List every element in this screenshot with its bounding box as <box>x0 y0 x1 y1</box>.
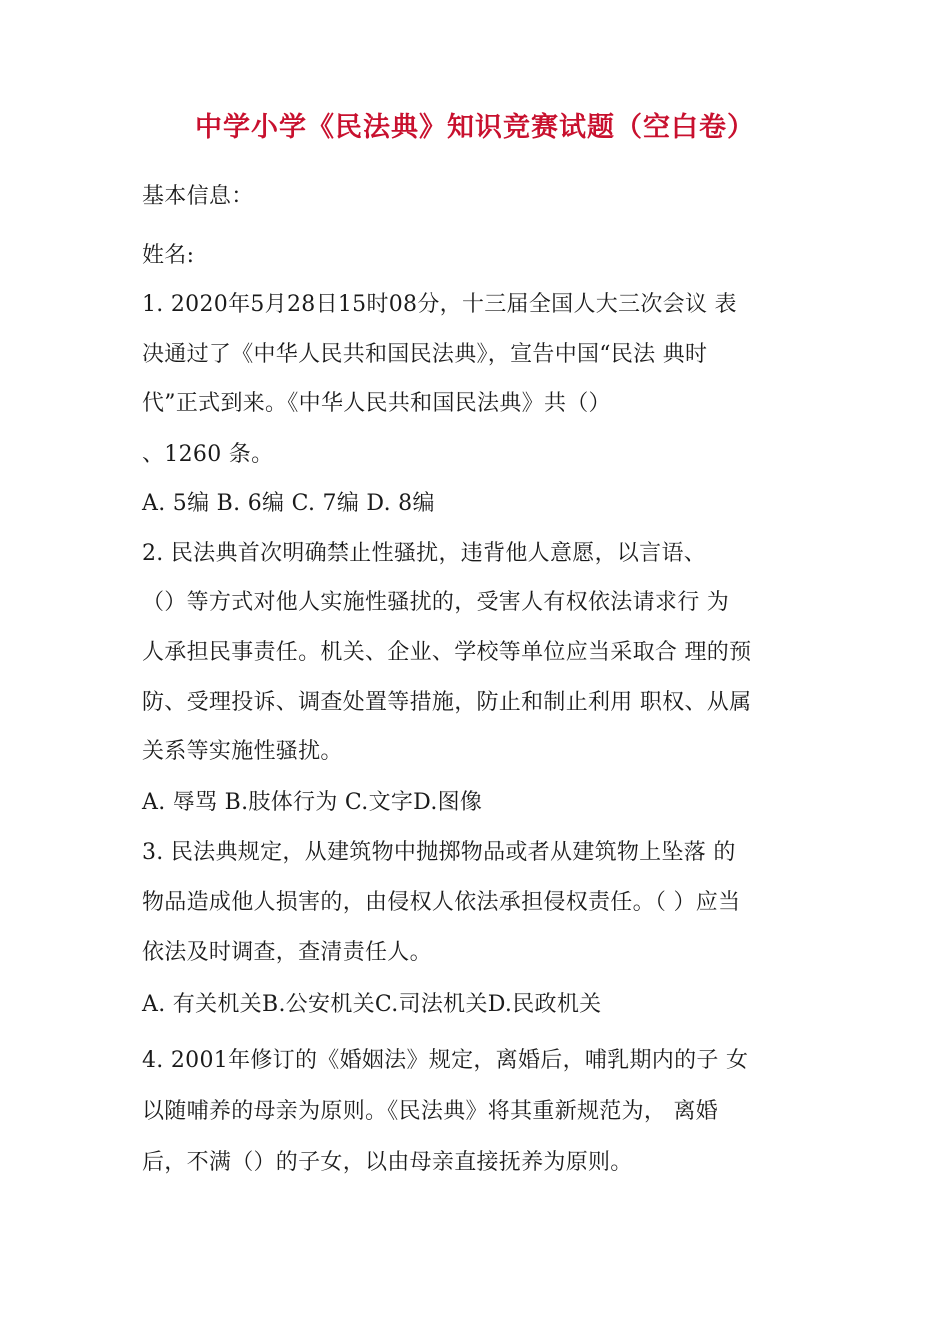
question-1-line-4: 、1260 条。 <box>142 442 274 467</box>
question-2-options: A. 辱骂 B.肢体行为 C.文字D.图像 <box>142 790 483 815</box>
question-3-line-3: 依法及时调查，查清责任人。 <box>142 940 432 965</box>
question-2-line-2: （）等方式对他人实施性骚扰的，受害人有权依法请求行 为 <box>142 590 730 615</box>
question-2-line-3: 人承担民事责任。机关、企业、学校等单位应当采取合 理的预 <box>142 640 752 665</box>
question-3-options: A. 有关机关B.公安机关C.司法机关D.民政机关 <box>142 992 602 1017</box>
question-1-line-2: 决通过了《中华人民共和国民法典》，宣告中国“民法 典时 <box>142 342 708 367</box>
question-4-line-1: 4. 2001年修订的《婚姻法》规定，离婚后，哺乳期内的子 女 <box>142 1048 749 1073</box>
question-3-line-2: 物品造成他人损害的，由侵权人依法承担侵权责任。（ ）应当 <box>142 890 741 915</box>
question-3-line-1: 3. 民法典规定，从建筑物中抛掷物品或者从建筑物上坠落 的 <box>142 840 736 865</box>
question-1-line-3: 代”正式到来。《中华人民共和国民法典》共（） <box>142 391 611 416</box>
question-2-line-4: 防、受理投诉、调查处置等措施，防止和制止利用 职权、从属 <box>142 690 752 715</box>
question-2-line-5: 关系等实施性骚扰。 <box>142 739 343 764</box>
section-label-basic-info: 基本信息： <box>142 184 254 209</box>
question-4-line-2: 以随哺养的母亲为原则。《民法典》将其重新规范为， 离婚 <box>142 1099 719 1124</box>
page-title: 中学小学《民法典》知识竞赛试题（空白卷） <box>195 112 755 143</box>
question-4-line-3: 后，不满（）的子女，以由母亲直接抚养为原则。 <box>142 1150 633 1175</box>
name-field-label: 姓名: <box>142 243 195 268</box>
question-1-line-1: 1. 2020年5月28日15时08分，十三届全国人大三次会议 表 <box>142 292 737 317</box>
question-1-options: A. 5编 B. 6编 C. 7编 D. 8编 <box>142 491 435 516</box>
question-2-line-1: 2. 民法典首次明确禁止性骚扰，违背他人意愿，以言语、 <box>142 541 707 566</box>
